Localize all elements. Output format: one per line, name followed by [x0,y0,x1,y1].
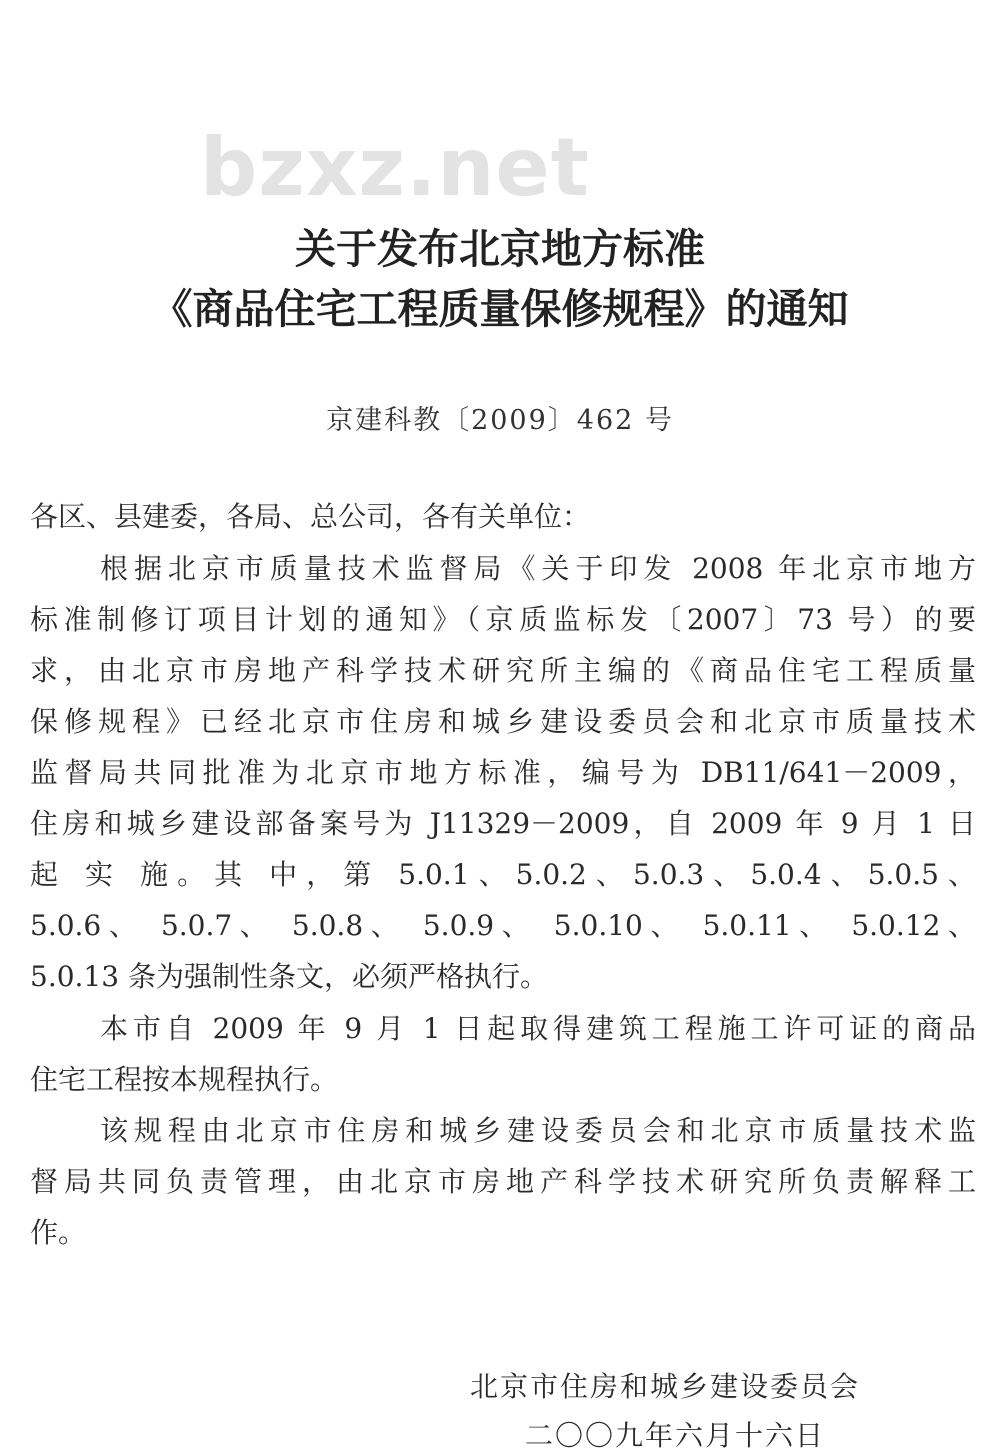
paragraph-2-line: 住宅工程按本规程执行。 [30,1063,339,1096]
paragraph-1-line: 5.0.13 条为强制性条文，必须严格执行。 [30,960,548,993]
paragraph-1-line: 根据北京市质量技术监督局《关于印发 2008 年北京市地方 [100,552,976,585]
paragraph-1-line: 起 实 施。其 中，第 5.0.1、5.0.2、5.0.3、5.0.4、5.0.5、 [30,858,976,891]
paragraph-1-line: 保修规程》已经北京市住房和城乡建设委员会和北京市质量技术 [30,705,976,738]
signature-date: 二〇〇九年六月十六日 [525,1419,826,1452]
signature-organization: 北京市住房和城乡建设委员会 [470,1370,861,1403]
paragraph-1-line: 监督局共同批准为北京市地方标准，编号为 DB11/641－2009， [30,756,976,789]
paragraph-1-line: 5.0.6、 5.0.7、 5.0.8、 5.0.9、 5.0.10、 5.0.11、 5.0.12、 [30,909,976,942]
document-number: 京建科教〔2009〕462 号 [326,405,674,436]
paragraph-1-line: 住房和城乡建设部备案号为 J11329－2009，自 2009 年 9 月 1 日 [30,807,976,840]
watermark-logo: bzxz.net [200,121,590,214]
paragraph-3-line: 作。 [30,1216,87,1249]
paragraph-3-line: 该规程由北京市住房和城乡建设委员会和北京市质量技术监 [100,1114,976,1147]
title-line-1: 关于发布北京地方标准 [295,225,705,273]
title-line-2: 《商品住宅工程质量保修规程》的通知 [151,285,849,333]
paragraph-2-line: 本市自 2009 年 9 月 1 日起取得建筑工程施工许可证的商品 [100,1012,976,1045]
paragraph-3-line: 督局共同负责管理，由北京市房地产科学技术研究所负责解释工 [30,1165,976,1198]
addressee: 各区、县建委，各局、总公司，各有关单位： [30,500,591,533]
paragraph-1-line: 标准制修订项目计划的通知》（京质监标发〔2007〕73 号）的要 [30,603,976,636]
paragraph-1-line: 求，由北京市房地产科学技术研究所主编的《商品住宅工程质量 [30,654,976,687]
